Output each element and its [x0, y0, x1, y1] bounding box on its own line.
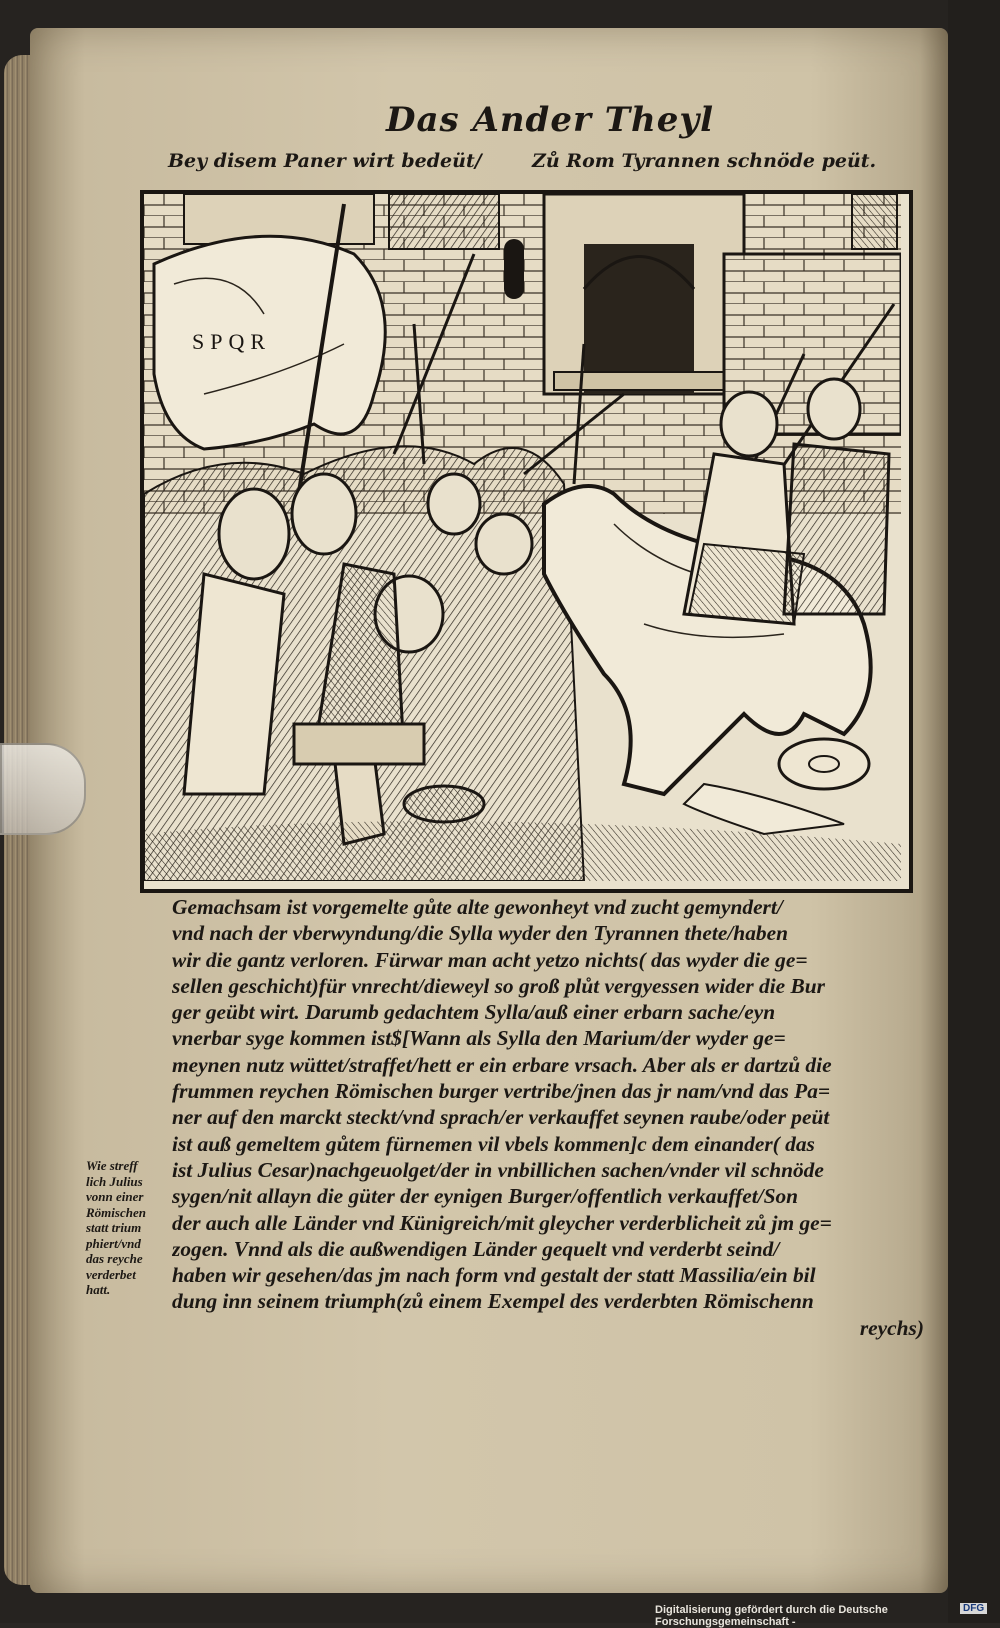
marginal-line: Wie streff — [86, 1158, 138, 1173]
woodcut-illustration — [140, 190, 913, 893]
marginal-note — [86, 1158, 164, 1298]
text-line: vnd nach der vberwyndung/die Sylla wyder den Tyrannen thete/haben — [172, 921, 788, 946]
text-line: wir die gantz verloren. Fürwar man acht yetzo nichts( das wyder die ge= — [172, 947, 808, 972]
page-title: Das Ander Theyl — [385, 100, 715, 140]
marginal-line: lich Julius — [86, 1173, 143, 1189]
text-line: frummen reychen Römischen burger vertribe/jnen das jr nam/vnd das Pa= — [172, 1079, 831, 1104]
text-line: dung inn seinem triumph(zů einem Exempel des verderbten Römischenn — [172, 1289, 814, 1314]
text-line: haben wir gesehen/das jm nach form vnd gestalt der statt Massilia/ein bil — [172, 1263, 816, 1288]
text-line: der auch alle Länder vnd Künigreich/mit gleycher verderblicheit zů jm ge= — [172, 1210, 832, 1235]
text-line: zogen. Vnnd als die außwendigen Länder gequelt vnd verderbt seind/ — [172, 1236, 780, 1261]
scan-margin-right — [948, 0, 1000, 1623]
digitization-credit: Digitalisierung gefördert durch die Deutsche Forschungsgemeinschaft - — [655, 1604, 888, 1628]
text-line: Gemachsam ist vorgemelte gůte alte gewonheyt vnd zucht gemyndert/ — [172, 895, 783, 919]
text-line: meynen nutz wüttet/straffet/hett er ein erbare vrsach. Aber als er dartzů die — [172, 1052, 832, 1077]
text-line: ist Julius Cesar)nachgeuolget/der in vnbillichen sachen/vnder vil schnöde — [172, 1157, 824, 1182]
text-line: vnerbar syge kommen ist$[Wann als Sylla den Marium/der wyder ge= — [172, 1026, 786, 1051]
text-line: ner auf den marckt steckt/vnd sprach/er verkauffet seynen raube/oder peüt — [172, 1105, 830, 1130]
marginal-line: phiert/vnd — [86, 1235, 141, 1251]
banner-label: SPQR — [192, 329, 272, 354]
woodcut-drawing — [144, 194, 901, 881]
verse-right: Zů Rom Tyrannen schnöde peüt. — [532, 150, 877, 172]
marginal-line: hatt. — [86, 1282, 111, 1297]
marginal-line: statt trium — [86, 1220, 142, 1235]
text-line: reychs) — [859, 1315, 924, 1340]
marginal-line: vonn einer — [86, 1189, 144, 1204]
verse-left: Bey disem Paner wirt bedeüt/ — [168, 150, 482, 172]
marginal-line: Römischen — [86, 1204, 146, 1220]
page-clip — [0, 743, 86, 835]
text-line: sygen/nit allayn die güter der eynigen Burger/offentlich verkauffet/Son — [172, 1184, 799, 1209]
dfg-logo: DFG — [960, 1603, 987, 1614]
text-line: ist auß gemeltem gůtem fürnemen vil vbels kommen]c dem einander( das — [172, 1131, 815, 1156]
text-line: sellen geschicht)für vnrecht/dieweyl so groß plůt vergyessen wider die Bur — [172, 973, 825, 998]
marginal-line: das reyche — [86, 1251, 143, 1266]
marginal-line: verderbet — [86, 1266, 136, 1282]
text-line: ger geübt wirt. Darumb gedachtem Sylla/auß einer erbarn sache/eyn — [172, 1000, 776, 1025]
main-text — [172, 894, 924, 1341]
